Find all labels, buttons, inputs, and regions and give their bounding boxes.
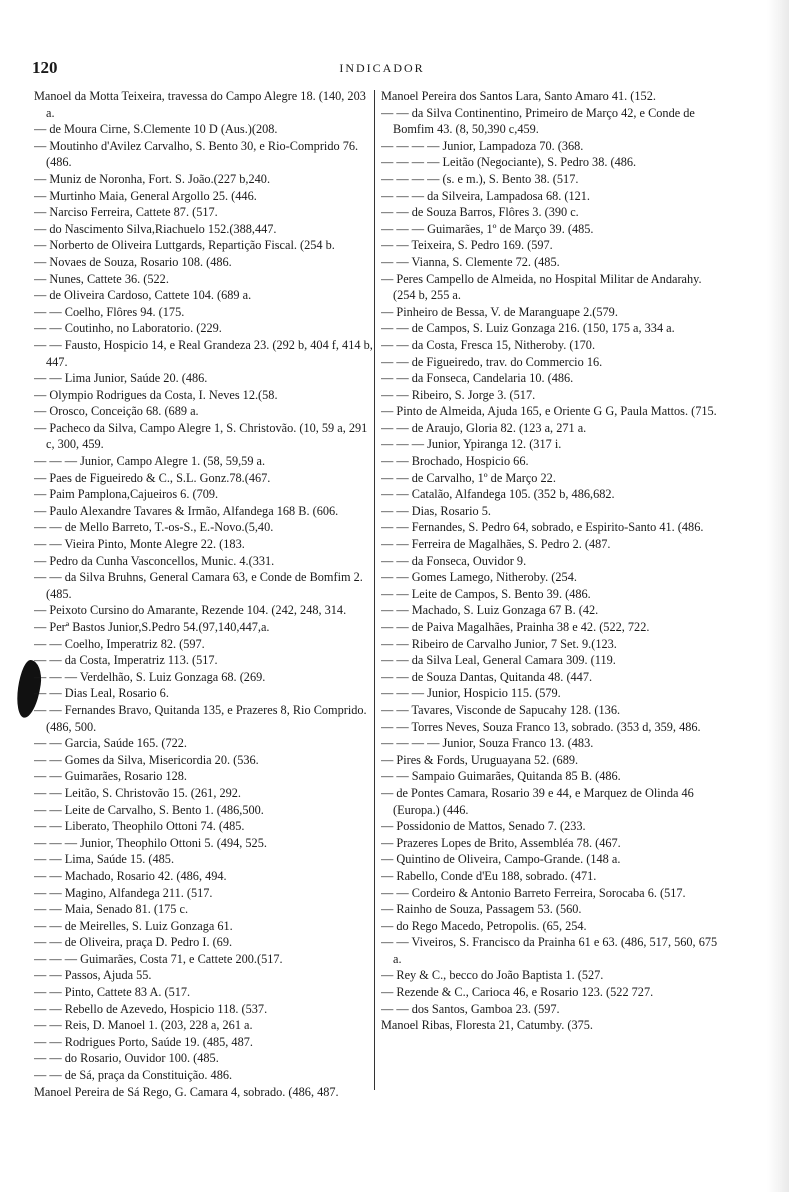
directory-entry: — — — Junior, Ypiranga 12. (317 i. xyxy=(381,437,562,452)
directory-entry: — — de Souza Dantas, Quitanda 48. (447. xyxy=(381,669,593,684)
directory-entry: — de Oliveira Cardoso, Cattete 104. (689 a. xyxy=(34,288,252,303)
directory-entry: Manoel Pereira dos Santos Lara, Santo Amaro 41. (152. xyxy=(381,89,656,103)
directory-entry: — — — — Leitão (Negociante), S. Pedro 38. (486. xyxy=(381,155,637,170)
directory-entry: — — da Silva Leal, General Camara 309. (119. xyxy=(381,653,616,668)
directory-entry: — — da Fonseca, Ouvidor 9. xyxy=(381,553,527,568)
directory-entry: — — Dias Leal, Rosario 6. xyxy=(34,686,169,701)
directory-entry: — Moutinho d'Avilez Carvalho, S. Bento 30, e Rio-Comprido 76. (486. xyxy=(34,138,359,170)
directory-entry: — — Ferreira de Magalhães, S. Pedro 2. (487. xyxy=(381,537,611,552)
directory-entry: — — Leitão, S. Christovão 15. (261, 292. xyxy=(34,785,241,800)
directory-entry: — Rezende & C., Carioca 46, e Rosario 123. (522 727. xyxy=(381,985,654,1000)
directory-entry: — — de Araujo, Gloria 82. (123 a, 271 a. xyxy=(381,420,587,435)
directory-entry: — — — Guimarães, Costa 71, e Cattete 200.(517. xyxy=(34,951,283,966)
directory-entry: — Paim Pamplona,Cajueiros 6. (709. xyxy=(34,487,219,502)
directory-entry: Manoel Pereira de Sá Rego, G. Camara 4, sobrado. (486, 487. xyxy=(34,1084,339,1099)
directory-entry: — — Viveiros, S. Francisco da Prainha 61 e 63. (486, 517, 560, 675 a. xyxy=(381,935,718,966)
directory-entry: — — Coelho, Imperatriz 82. (597. xyxy=(34,636,205,651)
directory-entry: — de Moura Cirne, S.Clemente 10 D (Aus.)(208. xyxy=(34,122,278,137)
directory-entry: — — Lima Junior, Saúde 20. (486. xyxy=(34,371,208,386)
right-column xyxy=(381,88,724,1034)
directory-entry: — — Magino, Alfandega 211. (517. xyxy=(34,885,213,900)
directory-entry: — — Machado, S. Luiz Gonzaga 67 B. (42. xyxy=(381,603,599,618)
left-column xyxy=(34,88,374,1100)
directory-entry: — — Torres Neves, Souza Franco 13, sobrado. (353 d, 359, 486. xyxy=(381,719,701,734)
directory-entry: — — Maia, Senado 81. (175 c. xyxy=(34,902,189,917)
directory-entry: — — — Junior, Theophilo Ottoni 5. (494, 525. xyxy=(34,835,267,850)
directory-entry: — — Fausto, Hospicio 14, e Real Grandeza 23. (292 b, 404 f, 414 b, 447. xyxy=(34,337,373,369)
directory-entry: — — — Junior, Campo Alegre 1. (58, 59,59 a. xyxy=(34,454,266,469)
directory-entry: — do Rego Macedo, Petropolis. (65, 254. xyxy=(381,918,587,933)
directory-entry: — — Rodrigues Porto, Saúde 19. (485, 487. xyxy=(34,1034,253,1049)
directory-entry: — — Gomes Lamego, Nitheroby. (254. xyxy=(381,570,577,585)
directory-entry: — Rey & C., becco do João Baptista 1. (527. xyxy=(381,968,604,983)
running-title: INDICADOR xyxy=(339,61,425,75)
directory-entry: — do Nascimento Silva,Riachuelo 152.(388,447. xyxy=(34,221,277,236)
directory-entry: — — — Verdelhão, S. Luiz Gonzaga 68. (269. xyxy=(34,669,266,684)
directory-entry: — Novaes de Souza, Rosario 108. (486. xyxy=(34,254,232,269)
directory-entry: — — Dias, Rosario 5. xyxy=(381,503,491,518)
directory-entry: — Olympio Rodrigues da Costa, I. Neves 12.(58. xyxy=(34,387,278,402)
directory-entry: — — Guimarães, Rosario 128. xyxy=(34,769,188,784)
directory-entry: — Pinheiro de Bessa, V. de Maranguape 2.(579. xyxy=(381,304,618,319)
directory-entry: — — — — Junior, Lampadoza 70. (368. xyxy=(381,138,584,153)
directory-entry: — — de Oliveira, praça D. Pedro I. (69. xyxy=(34,935,233,950)
directory-entry: — — Lima, Saúde 15. (485. xyxy=(34,852,175,867)
directory-entry: — Pinto de Almeida, Ajuda 165, e Oriente G G, Paula Mattos. (715. xyxy=(381,404,717,419)
directory-entry: — Murtinho Maia, General Argollo 25. (446. xyxy=(34,188,257,203)
directory-entry: — Perª Bastos Junior,S.Pedro 54.(97,140,447,a. xyxy=(34,620,270,634)
directory-entry: — — Coelho, Flôres 94. (175. xyxy=(34,304,185,319)
directory-entry: — — Fernandes Bravo, Quitanda 135, e Prazeres 8, Rio Comprido. (486, 500. xyxy=(34,702,367,734)
directory-entry: — — Catalão, Alfandega 105. (352 b, 486,682. xyxy=(381,487,615,502)
directory-entry: — Nunes, Cattete 36. (522. xyxy=(34,271,169,286)
directory-entry: — Pacheco da Silva, Campo Alegre 1, S. Christovão. (10, 59 a, 291 c, 300, 459. xyxy=(34,420,368,452)
directory-entry: — — Ribeiro de Carvalho Junior, 7 Set. 9.(123. xyxy=(381,636,617,651)
directory-entry: — — de Souza Barros, Flôres 3. (390 c. xyxy=(381,205,579,220)
directory-entry: — — Passos, Ajuda 55. xyxy=(34,968,152,983)
directory-entry: — Rabello, Conde d'Eu 188, sobrado. (471. xyxy=(381,868,597,883)
directory-entry: — Rainho de Souza, Passagem 53. (560. xyxy=(381,902,582,917)
directory-entry: — Prazeres Lopes de Brito, Assembléa 78. (467. xyxy=(381,835,621,850)
directory-entry: — — dos Santos, Gamboa 23. (597. xyxy=(381,1001,560,1016)
directory-entry: — — Ribeiro, S. Jorge 3. (517. xyxy=(381,387,536,402)
directory-entry: — — — da Silveira, Lampadosa 68. (121. xyxy=(381,188,591,203)
directory-entry: — de Pontes Camara, Rosario 39 e 44, e Marquez de Olinda 46 (Europa.) (446. xyxy=(381,785,694,817)
directory-entry: — — da Costa, Fresca 15, Nitheroby. (170. xyxy=(381,337,596,352)
directory-entry: — — Liberato, Theophilo Ottoni 74. (485. xyxy=(34,819,245,834)
directory-entry: — — Gomes da Silva, Misericordia 20. (536. xyxy=(34,752,259,767)
directory-entry: Manoel da Motta Teixeira, travessa do Campo Alegre 18. (140, 203 a. xyxy=(34,89,366,120)
page-number: 120 xyxy=(32,58,58,77)
directory-entry: — — Garcia, Saúde 165. (722. xyxy=(34,736,187,751)
directory-entry: — — de Meirelles, S. Luiz Gonzaga 61. xyxy=(34,918,233,933)
directory-entry: — Quintino de Oliveira, Campo-Grande. (148 a. xyxy=(381,852,621,867)
directory-entry: — — Leite de Campos, S. Bento 39. (486. xyxy=(381,586,591,601)
directory-entry: — — Vianna, S. Clemente 72. (485. xyxy=(381,254,560,269)
directory-entry: — Paes de Figueiredo & C., S.L. Gonz.78.(467. xyxy=(34,470,271,485)
directory-entry: — Norberto de Oliveira Luttgards, Repartição Fiscal. (254 b. xyxy=(34,238,335,253)
directory-entry: — — Brochado, Hospicio 66. xyxy=(381,454,529,469)
directory-entry: — — da Fonseca, Candelaria 10. (486. xyxy=(381,371,574,386)
directory-entry: — Pedro da Cunha Vasconcellos, Munic. 4.(331. xyxy=(34,553,275,568)
directory-entry: — — Machado, Rosario 42. (486, 494. xyxy=(34,868,227,883)
directory-entry: — — — — (s. e m.), S. Bento 38. (517. xyxy=(381,171,579,186)
directory-entry: — Narciso Ferreira, Cattete 87. (517. xyxy=(34,205,218,220)
directory-entry: — — de Paiva Magalhães, Prainha 38 e 42. (522, 722. xyxy=(381,620,650,634)
directory-entry: — Peres Campello de Almeida, no Hospital Militar de Andarahy. (254 b, 255 a. xyxy=(381,271,702,303)
directory-entry: — — de Figueiredo, trav. do Commercio 16. xyxy=(381,354,603,369)
page-edge-shading xyxy=(767,0,789,1192)
directory-entry: — — de Carvalho, 1º de Março 22. xyxy=(381,470,556,485)
directory-entry: — — da Costa, Imperatriz 113. (517. xyxy=(34,653,218,668)
directory-entry: — — da Silva Bruhns, General Camara 63, e Conde de Bomfim 2. (485. xyxy=(34,570,363,601)
directory-entry: — — de Sá, praça da Constituição. 486. xyxy=(34,1068,233,1083)
directory-entry: Manoel Ribas, Floresta 21, Catumby. (375. xyxy=(381,1018,593,1033)
directory-entry: — Possidonio de Mattos, Senado 7. (233. xyxy=(381,819,586,834)
directory-entry: — — do Rosario, Ouvidor 100. (485. xyxy=(34,1051,219,1066)
directory-entry: — — Tavares, Visconde de Sapucahy 128. (136. xyxy=(381,702,621,717)
directory-entry: — Muniz de Noronha, Fort. S. João.(227 b,240. xyxy=(34,171,271,186)
directory-entry: — — Teixeira, S. Pedro 169. (597. xyxy=(381,238,553,253)
directory-entry: — Paulo Alexandre Tavares & Irmão, Alfandega 168 B. (606. xyxy=(34,503,339,518)
column-divider xyxy=(374,90,375,1090)
directory-entry: — — de Campos, S. Luiz Gonzaga 216. (150, 175 a, 334 a. xyxy=(381,321,675,336)
directory-entry: — Orosco, Conceição 68. (689 a. xyxy=(34,404,199,419)
directory-entry: — Peixoto Cursino do Amarante, Rezende 104. (242, 248, 314. xyxy=(34,603,347,618)
directory-entry: — — da Silva Continentino, Primeiro de Março 42, e Conde de Bomfim 43. (8, 50,390 c,459. xyxy=(381,105,695,137)
directory-entry: — — — Guimarães, 1º de Março 39. (485. xyxy=(381,221,594,236)
directory-entry: — — Vieira Pinto, Monte Alegre 22. (183. xyxy=(34,537,245,552)
directory-entry: — — Reis, D. Manoel 1. (203, 228 a, 261 a. xyxy=(34,1018,253,1033)
directory-entry: — — Coutinho, no Laboratorio. (229. xyxy=(34,321,222,336)
directory-entry: — Pires & Fords, Uruguayana 52. (689. xyxy=(381,752,579,767)
directory-entry: — — Leite de Carvalho, S. Bento 1. (486,500. xyxy=(34,802,264,817)
directory-entry: — — Fernandes, S. Pedro 64, sobrado, e Espirito-Santo 41. (486. xyxy=(381,520,704,535)
directory-entry: — — Cordeiro & Antonio Barreto Ferreira, Sorocaba 6. (517. xyxy=(381,885,686,900)
directory-entry: — — de Mello Barreto, T.-os-S., E.-Novo.(5,40. xyxy=(34,520,274,535)
directory-entry: — — — Junior, Hospicio 115. (579. xyxy=(381,686,561,701)
directory-entry: — — Sampaio Guimarães, Quitanda 85 B. (486. xyxy=(381,769,621,784)
directory-entry: — — — — Junior, Souza Franco 13. (483. xyxy=(381,736,594,751)
directory-entry: — — Rebello de Azevedo, Hospicio 118. (537. xyxy=(34,1001,268,1016)
page-header xyxy=(32,58,732,80)
directory-entry: — — Pinto, Cattete 83 A. (517. xyxy=(34,985,191,1000)
